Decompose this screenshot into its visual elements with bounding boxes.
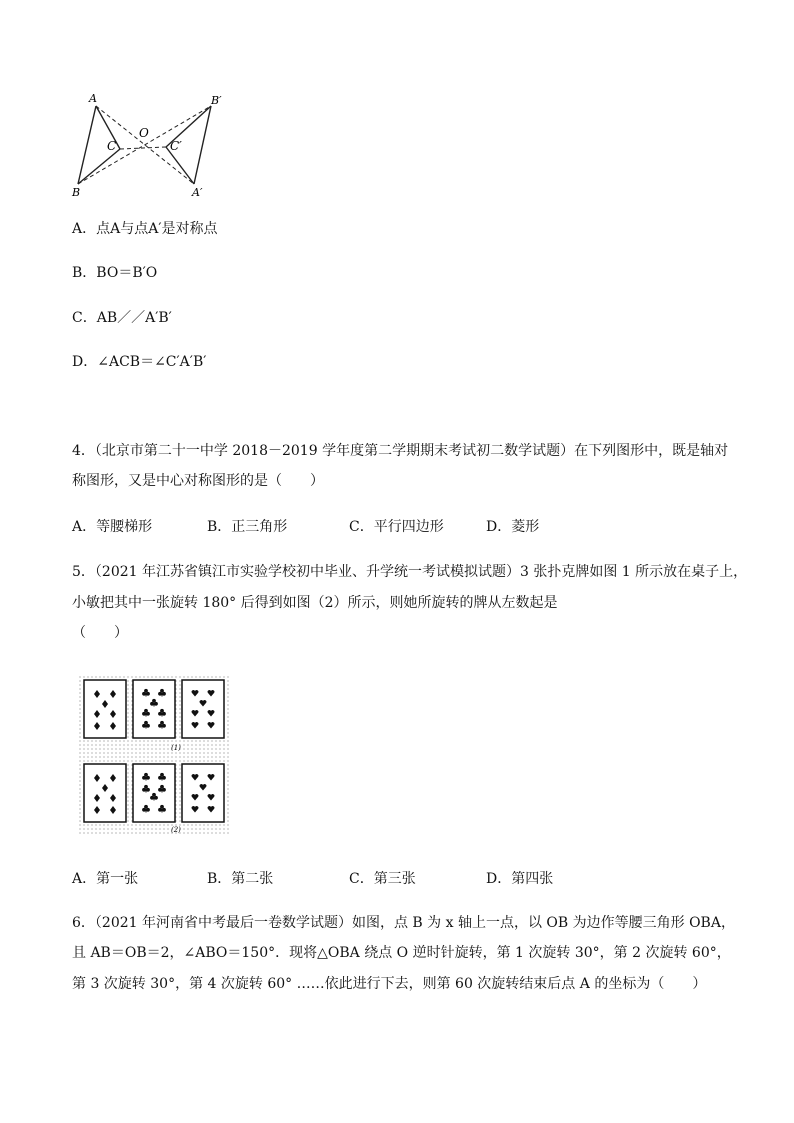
q6-stem-line1: 6．（2021 年河南省中考最后一卷数学试题）如图，点 B 为 x 轴上一点，以 OB 为边作等腰三角形 OBA，: [72, 915, 735, 931]
figure-label-2: (2): [171, 826, 181, 834]
q3-option-c: C．AB／／A′B′: [72, 310, 172, 326]
q4-stem-line2: 称图形，又是中心对称图形的是（ ）: [72, 473, 324, 489]
symmetry-figure: [66, 92, 246, 202]
label-A-prime: A′: [192, 186, 203, 199]
q3-option-a: A．点A与点A′是对称点: [72, 221, 218, 237]
q5-option-a: A．第一张: [72, 871, 139, 887]
playing-cards-figure: [79, 676, 229, 834]
q5-option-c: C．第三张: [349, 871, 416, 887]
label-A: A: [89, 92, 97, 105]
label-B-prime: B′: [211, 94, 222, 107]
label-C-prime: C′: [170, 139, 182, 153]
q4-stem-line1: 4．（北京市第二十一中学 2018－2019 学年度第二学期期末考试初二数学试题）在下列图形中，既是轴对: [72, 443, 729, 459]
q3-option-d: D．∠ACB＝∠C′A′B′: [72, 354, 207, 370]
q4-option-b: B．正三角形: [207, 519, 288, 535]
q6-stem-line2: 且 AB＝OB＝2，∠ABO＝150°．现将△OBA 绕点 O 逆时针旋转，第 1 次旋转 30°，第 2 次旋转 60°，: [72, 945, 731, 961]
q5-stem-line1: 5．（2021 年江苏省镇江市实验学校初中毕业、升学统一考试模拟试题）3 张扑克牌如图 1 所示放在桌子上，: [72, 564, 748, 580]
label-B: B: [72, 186, 81, 199]
figure-label-1: (1): [171, 744, 181, 752]
label-C: C: [107, 139, 117, 153]
q5-option-d: D．第四张: [486, 871, 554, 887]
q4-option-a: A．等腰梯形: [72, 519, 153, 535]
q5-option-b: B．第二张: [207, 871, 274, 887]
q4-option-c: C．平行四边形: [349, 519, 444, 535]
q3-option-b: B．BO＝B′O: [72, 265, 158, 281]
q5-stem-line2: 小敏把其中一张旋转 180° 后得到如图（2）所示，则她所旋转的牌从左数起是: [72, 595, 558, 611]
q6-stem-line3: 第 3 次旋转 30°，第 4 次旋转 60° ……依此进行下去，则第 60 次旋转结束后点 A 的坐标为（ ）: [72, 976, 707, 992]
label-O: O: [139, 126, 149, 140]
q5-stem-line3: （ ）: [72, 625, 128, 641]
q4-option-d: D．菱形: [486, 519, 540, 535]
